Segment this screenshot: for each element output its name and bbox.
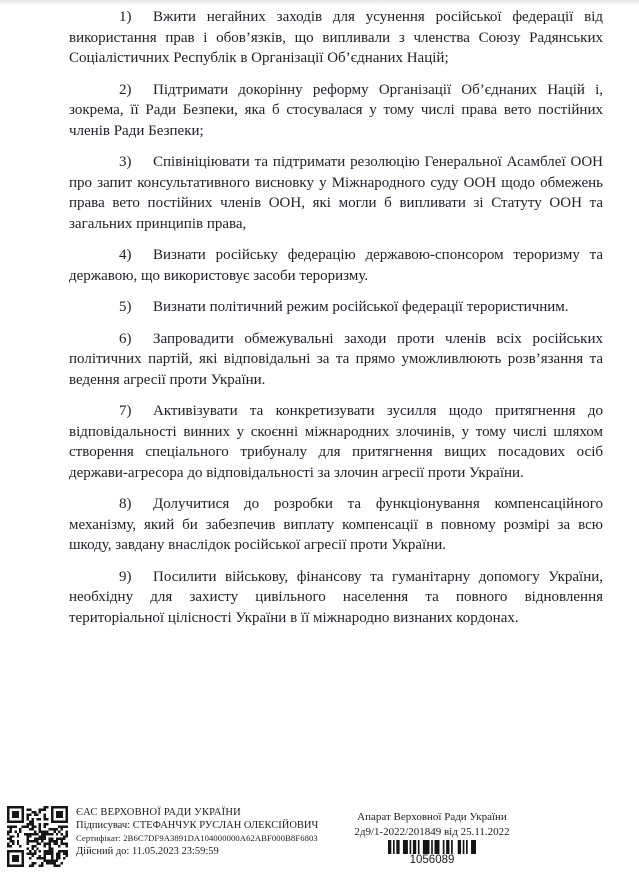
paragraph-text: Запровадити обмежувальні заходи проти членів всіх російських політичних партій, які відповідальні за та прямо уможливлюють розв’язання та ведення агресії проти України. xyxy=(69,330,603,388)
paragraph-number: 6) xyxy=(119,330,132,347)
registration-stamp xyxy=(352,810,512,866)
qr-code-icon xyxy=(7,806,68,867)
paragraph-6 xyxy=(69,329,603,391)
paragraph-number: 1) xyxy=(119,9,132,25)
paragraph-3 xyxy=(69,152,603,234)
paragraph-2 xyxy=(69,80,603,142)
signature-certificate: Сертифікат: 2B6C7DF9A3891DA104000000A62ABF000B8F6803 xyxy=(76,833,318,843)
paragraph-number: 7) xyxy=(119,403,132,419)
paragraph-text: Вжити негайних заходів для усунення російської федерації від використання прав і обов’язків, що випливали з членства Союзу Радянських Соціалістичних Республік в Організації Об’єднаних Націй; xyxy=(69,9,603,66)
paragraph-number: 3) xyxy=(119,154,132,170)
paragraph-9 xyxy=(69,567,603,629)
paragraph-number: 9) xyxy=(119,568,132,585)
barcode-icon xyxy=(388,840,476,854)
paragraph-text: Долучитися до розробки та функціонування компенсаційного механізму, який би забезпечив виплату компенсації в повному розмірі за всю шкоду, завдану внаслідок російської агресії проти України. xyxy=(69,496,603,553)
paragraph-text: Визнати російську федерацію державою-спонсором тероризму та державою, що використовує засоби тероризму. xyxy=(69,247,603,284)
paragraph-text: Посилити військову, фінансову та гуманітарну допомогу України, необхідну для захисту цивільного населення та повного відновлення територіальної цілісності України в її міжнародно визнаних кордонах. xyxy=(69,568,603,626)
paragraph-text: Співініціювати та підтримати резолюцію Генеральної Асамблеї ООН про запит консультативного висновку у Міжнародного суду ООН щодо обмежень права вето постійних членів ООН, які могли б випливати зі Статуту ООН та загальних принципів права, xyxy=(69,154,603,232)
signature-block xyxy=(76,806,318,859)
paragraph-number: 5) xyxy=(119,299,132,315)
signature-valid-until: Дійсний до: 11.05.2023 23:59:59 xyxy=(76,846,219,857)
barcode-number: 1056089 xyxy=(409,854,455,866)
signature-signer: Підписувач: СТЕФАНЧУК РУСЛАН ОЛЕКСІЙОВИЧ xyxy=(76,820,319,831)
resolution-body xyxy=(69,7,603,639)
stamp-office: Апарат Верховної Ради України xyxy=(357,811,507,823)
paragraph-5 xyxy=(69,297,603,318)
paragraph-7 xyxy=(69,401,603,483)
paragraph-text: Визнати політичний режим російської федерації терористичним. xyxy=(153,299,569,315)
paragraph-number: 8) xyxy=(119,496,132,512)
paragraph-8 xyxy=(69,494,603,556)
paragraph-number: 4) xyxy=(119,247,132,263)
paragraph-1 xyxy=(69,7,603,69)
signature-org: ЄАС ВЕРХОВНОЇ РАДИ УКРАЇНИ xyxy=(76,807,241,818)
paragraph-text: Активізувати та конкретизувати зусилля щодо притягнення до відповідальності винних у скоєнні міжнародних злочинів, у тому числі шляхом створення спеціального трибуналу для притягнення вищих посадових осіб держави-агресора до відповідальності за злочин агресії проти України. xyxy=(69,403,603,481)
paragraph-4 xyxy=(69,245,603,286)
paragraph-number: 2) xyxy=(119,81,132,98)
page-top-shadow xyxy=(0,0,639,6)
stamp-reg-number: 2д9/1-2022/201849 від 25.11.2022 xyxy=(354,825,510,838)
paragraph-text: Підтримати докорінну реформу Організації Об’єднаних Націй і, зокрема, її Ради Безпеки, яка б стосувалася у тому числі права вето постійних членів Ради Безпеки; xyxy=(69,81,603,139)
